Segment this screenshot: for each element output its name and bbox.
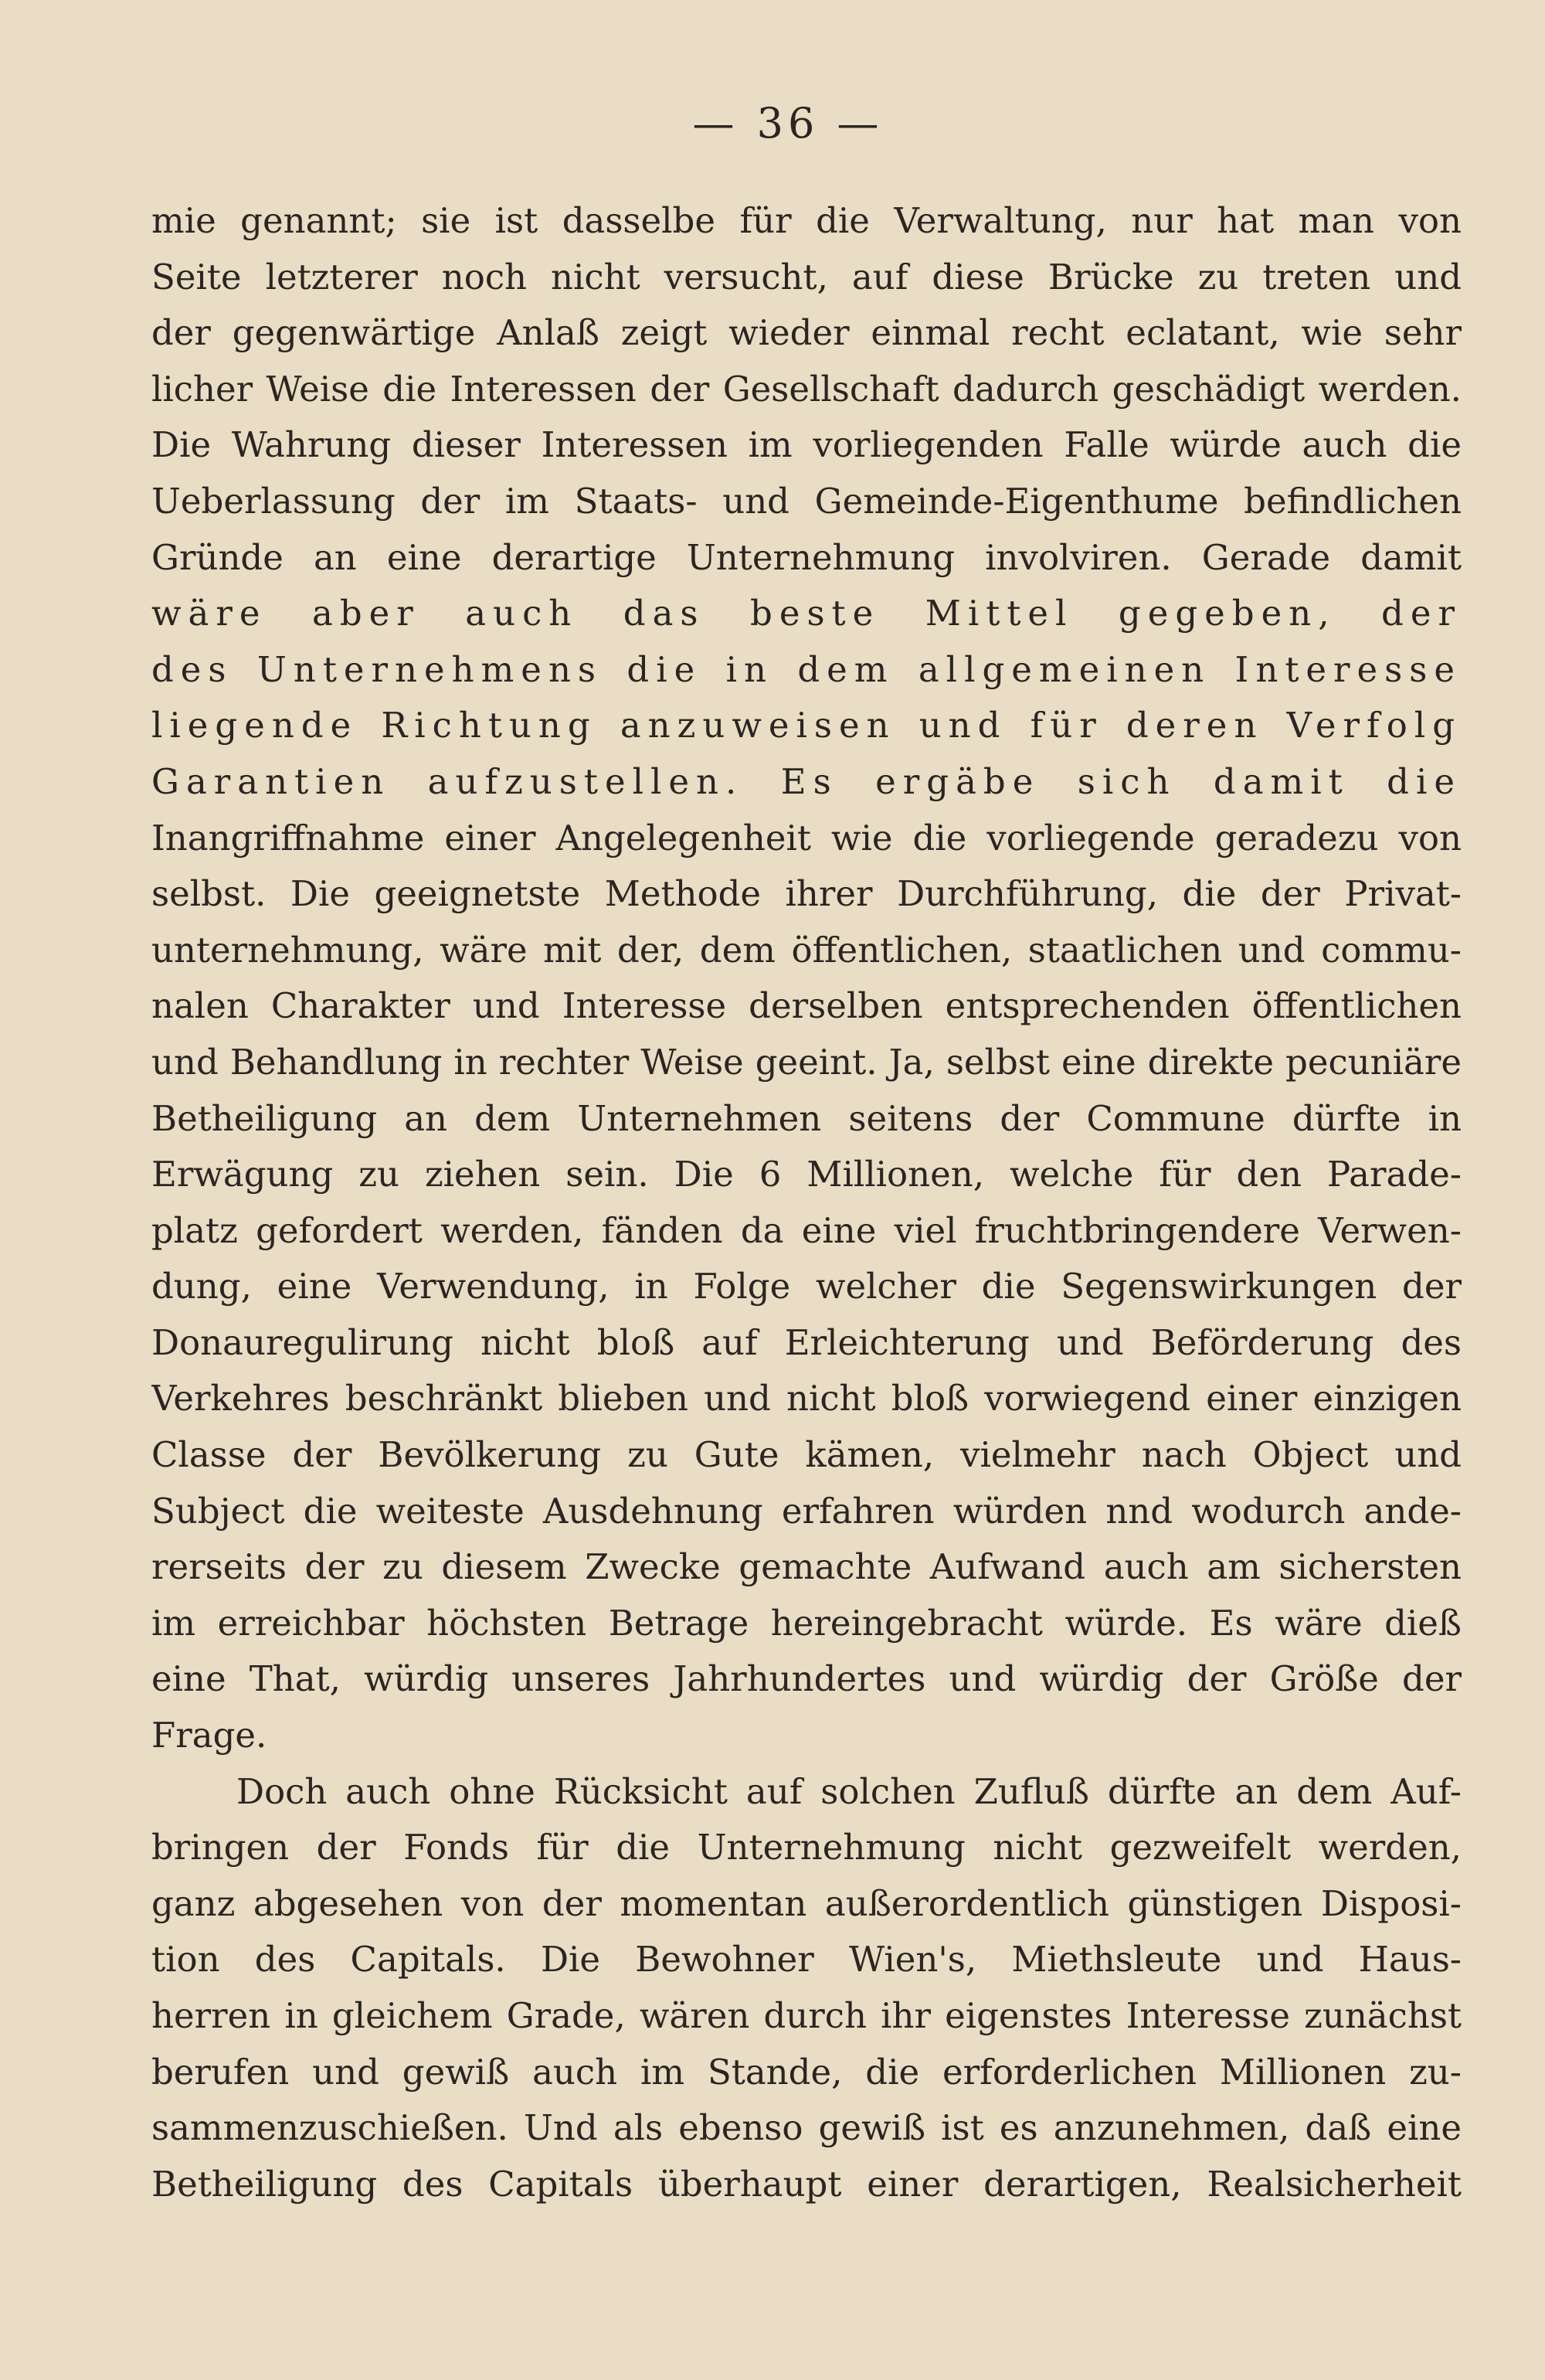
text-line: ganz abgesehen von der momentan außerordentlich günstigen Disposi- bbox=[151, 1882, 1462, 1924]
text-line: tion des Capitals. Die Bewohner Wien's, Miethsleute und Haus- bbox=[151, 1939, 1462, 1980]
text-line: Seite letzterer noch nicht versucht, auf diese Brücke zu treten und bbox=[151, 256, 1462, 298]
text-line: dung, eine Verwendung, in Folge welcher die Segenswirkungen der bbox=[151, 1266, 1462, 1307]
text-line: im erreichbar höchsten Betrage hereingebracht würde. Es wäre dieß bbox=[151, 1602, 1462, 1644]
text-line: und Behandlung in rechter Weise geeint. Ja, selbst eine direkte pecuniäre bbox=[151, 1041, 1462, 1083]
text-line: unternehmung, wäre mit der, dem öffentlichen, staatlichen und commu- bbox=[151, 929, 1462, 971]
text-line: Betheiligung des Capitals überhaupt einer derartigen, Realsicherheit bbox=[151, 2163, 1462, 2205]
text-line: eine That, würdig unseres Jahrhundertes und würdig der Größe der bbox=[151, 1658, 1462, 1700]
text-line: Frage. bbox=[151, 1715, 267, 1756]
text-line: Garantien aufzustellen. Es ergäbe sich damit die bbox=[151, 760, 1462, 802]
text-line: bringen der Fonds für die Unternehmung nicht gezweifelt werden, bbox=[151, 1827, 1462, 1868]
body-text bbox=[151, 193, 1462, 2212]
text-line: Inangriffnahme einer Angelegenheit wie die vorliegende geradezu von bbox=[151, 817, 1462, 858]
text-line: mie genannt; sie ist dasselbe für die Verwaltung, nur hat man von bbox=[151, 200, 1462, 241]
text-line: berufen und gewiß auch im Stande, die erforderlichen Millionen zu- bbox=[151, 2051, 1462, 2093]
text-line: Erwägung zu ziehen sein. Die 6 Millionen, welche für den Parade- bbox=[151, 1154, 1462, 1195]
text-line: Donauregulirung nicht bloß auf Erleichterung und Beförderung des bbox=[151, 1321, 1462, 1363]
text-line: des Unternehmens die in dem allgemeinen Interesse bbox=[151, 648, 1462, 690]
text-line: wäre aber auch das beste Mittel gegeben, der bbox=[151, 593, 1462, 634]
text-line: herren in gleichem Grade, wären durch ihr eigenstes Interesse zunächst bbox=[151, 1995, 1462, 2036]
page-number: — 36 — bbox=[692, 99, 884, 148]
text-line: Doch auch ohne Rücksicht auf solchen Zufluß dürfte an dem Auf- bbox=[236, 1770, 1462, 1812]
text-line: Verkehres beschränkt blieben und nicht bloß vorwiegend einer einzigen bbox=[151, 1378, 1462, 1420]
text-line: Gründe an eine derartige Unternehmung involviren. Gerade damit bbox=[151, 536, 1462, 578]
text-line: rerseits der zu diesem Zwecke gemachte Aufwand auch am sichersten bbox=[151, 1546, 1462, 1588]
text-line: Classe der Bevölkerung zu Gute kämen, vielmehr nach Object und bbox=[151, 1434, 1462, 1476]
text-line: selbst. Die geeignetste Methode ihrer Durchführung, die der Privat- bbox=[151, 873, 1462, 915]
text-line: Subject die weiteste Ausdehnung erfahren würden nnd wodurch ande- bbox=[151, 1490, 1462, 1532]
text-line: sammenzuschießen. Und als ebenso gewiß ist es anzunehmen, daß eine bbox=[151, 2107, 1462, 2149]
text-line: platz gefordert werden, fänden da eine viel fruchtbringendere Verwen- bbox=[151, 1209, 1462, 1251]
text-line: Die Wahrung dieser Interessen im vorliegenden Falle würde auch die bbox=[151, 424, 1462, 466]
text-line: Ueberlassung der im Staats- und Gemeinde-Eigenthume befindlichen bbox=[151, 480, 1462, 522]
text-line: nalen Charakter und Interesse derselben entsprechenden öffentlichen bbox=[151, 985, 1462, 1027]
text-line: Betheiligung an dem Unternehmen seitens der Commune dürfte in bbox=[151, 1097, 1462, 1139]
text-line: liegende Richtung anzuweisen und für deren Verfolg bbox=[151, 705, 1462, 746]
text-line: der gegenwärtige Anlaß zeigt wieder einmal recht eclatant, wie sehr bbox=[151, 312, 1462, 354]
text-line: licher Weise die Interessen der Gesellschaft dadurch geschädigt werden. bbox=[151, 368, 1462, 410]
